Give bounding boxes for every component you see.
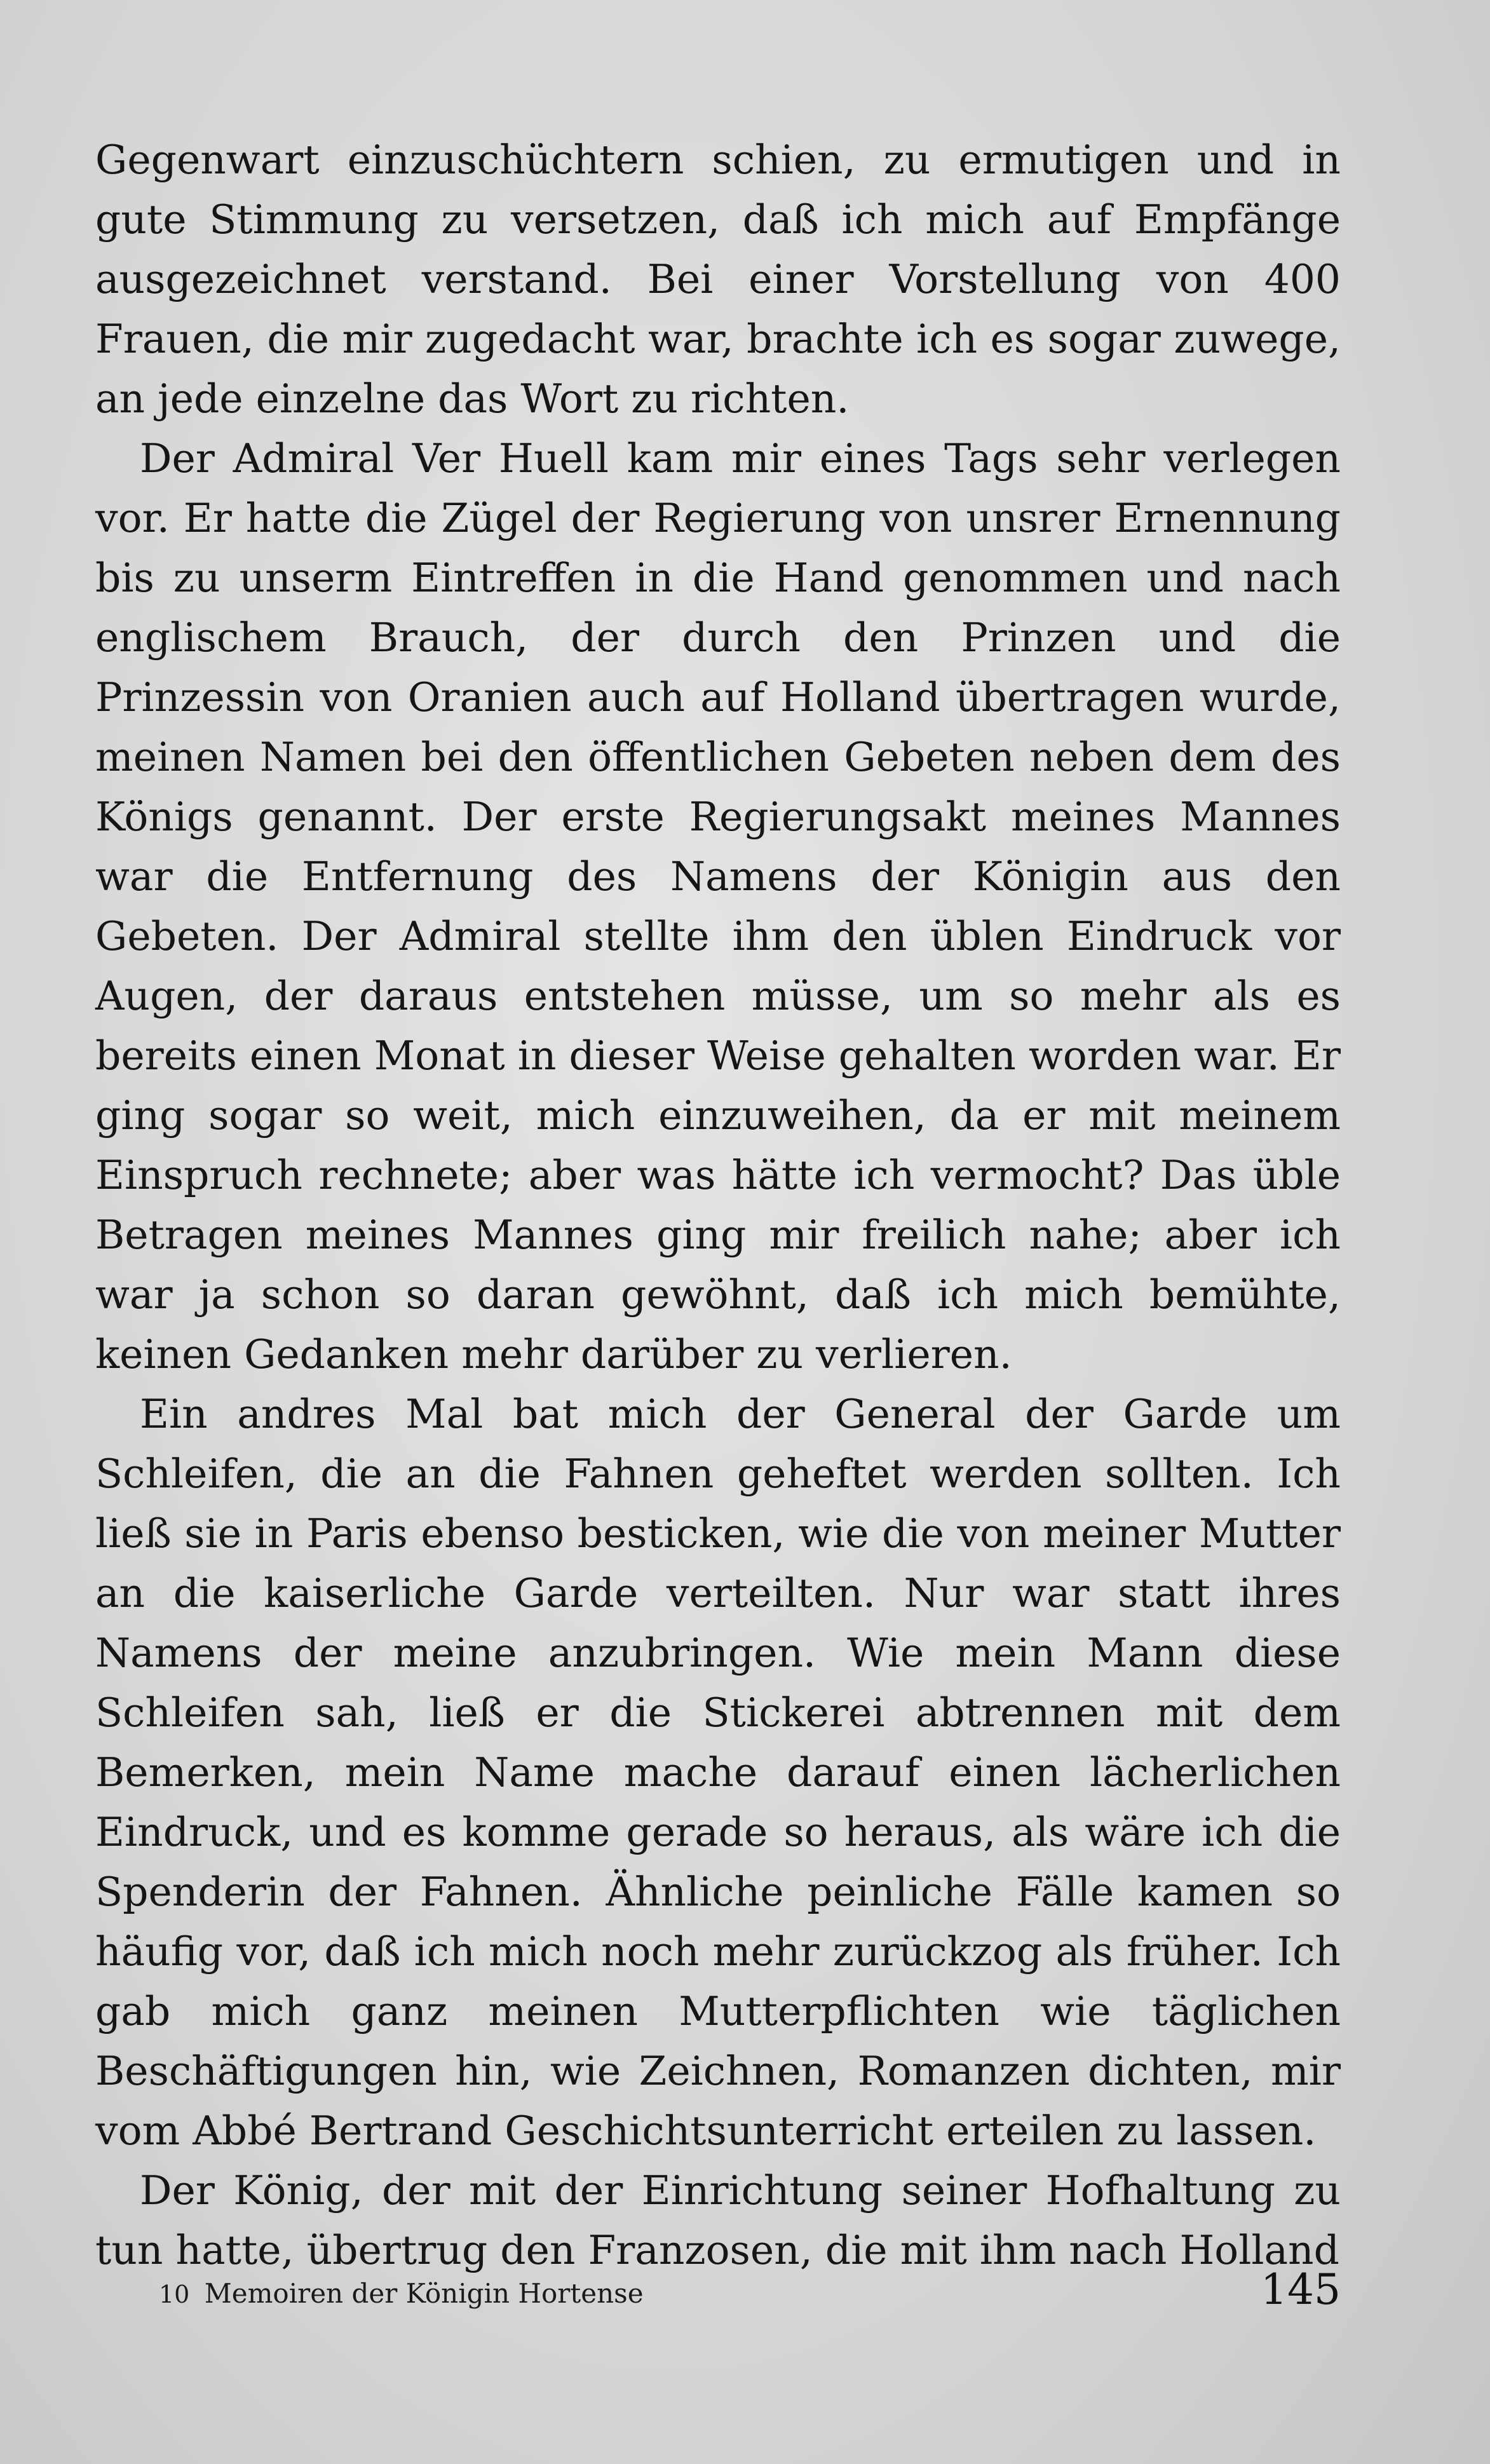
- paragraph-4: Der König, der mit der Einrichtung seiner Hofhaltung zu tun hatte, übertrug den Franzosen, die mit ihm nach Holland: [95, 2167, 1341, 2273]
- signature-title: Memoiren der Königin Hortense: [204, 2278, 644, 2309]
- page-footer: [159, 2265, 1341, 2322]
- signature-number: 10: [159, 2280, 190, 2308]
- body-text: [95, 130, 1341, 2280]
- paragraph-3: Ein andres Mal bat mich der General der Garde um Schleifen, die an die Fahnen geheftet werden sollten. Ich ließ sie in Paris ebenso besticken, wie die von meiner Mutter an die kaiserliche Garde verteilten. Nur war statt ihres Namens der meine anzubringen. Wie mein Mann diese Schleifen sah, ließ er die Stickerei abtrennen mit dem Bemerken, mein Name mache darauf einen lächerlichen Eindruck, und es komme gerade so heraus, als wäre ich die Spenderin der Fahnen. Ähnliche peinliche Fälle kamen so häufig vor, daß ich mich noch mehr zurückzog als früher. Ich gab mich ganz meinen Mutterpflichten wie täglichen Beschäftigungen hin, wie Zeichnen, Romanzen dichten, mir vom Abbé Bertrand Geschichtsunterricht erteilen zu lassen.: [95, 1391, 1341, 2154]
- paragraph-1: Gegenwart einzuschüchtern schien, zu ermutigen und in gute Stimmung zu versetzen, daß ich mich auf Empfänge ausgezeichnet verstand. Bei einer Vorstellung von 400 Frauen, die mir zugedacht war, brachte ich es sogar zuwege, an jede einzelne das Wort zu richten.: [95, 137, 1341, 422]
- page-number: 145: [1261, 2265, 1341, 2314]
- paragraph-2: Der Admiral Ver Huell kam mir eines Tags sehr verlegen vor. Er hatte die Zügel der Regierung von unsrer Ernennung bis zu unserm Eintreffen in die Hand genommen und nach englischem Brauch, der durch den Prinzen und die Prinzessin von Oranien auch auf Holland übertragen wurde, meinen Namen bei den öffentlichen Gebeten neben dem des Königs genannt. Der erste Regierungsakt meines Mannes war die Entfernung des Namens der Königin aus den Gebeten. Der Admiral stellte ihm den üblen Eindruck vor Augen, der daraus entstehen müsse, um so mehr als es bereits einen Monat in dieser Weise gehalten worden war. Er ging sogar so weit, mich einzuweihen, da er mit meinem Einspruch rechnete; aber was hätte ich vermocht? Das üble Betragen meines Mannes ging mir freilich nahe; aber ich war ja schon so daran gewöhnt, daß ich mich bemühte, keinen Gedanken mehr darüber zu verlieren.: [95, 435, 1341, 1378]
- printer-signature: [159, 2278, 644, 2309]
